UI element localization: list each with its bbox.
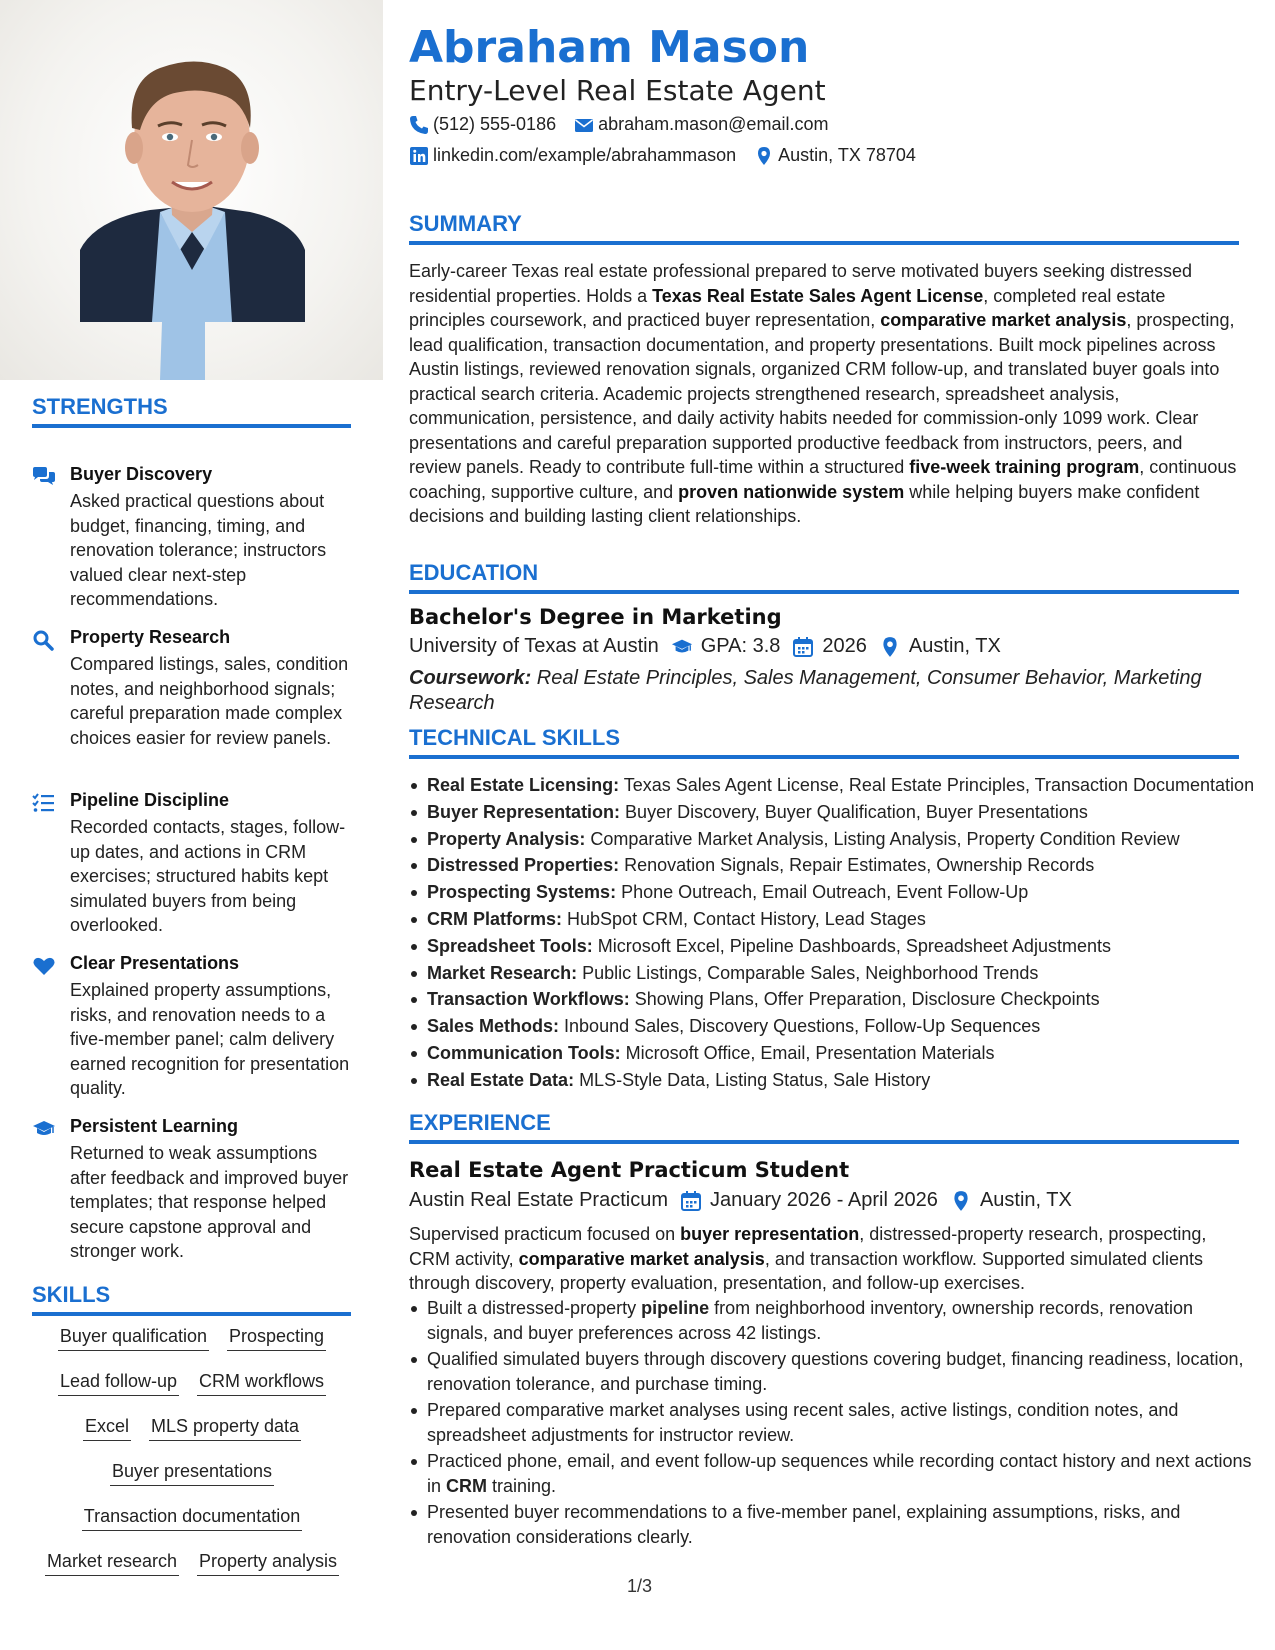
location-pin-icon bbox=[950, 1190, 972, 1212]
skill-values: Public Listings, Comparable Sales, Neighborhood Trends bbox=[577, 962, 1039, 983]
text-run: , completed real estate principles coursework, and practiced buyer representation, bbox=[409, 285, 1166, 330]
linkedin-icon bbox=[409, 146, 429, 166]
candidate-name: Abraham Mason bbox=[409, 22, 810, 73]
text-run: from neighborhood inventory, ownership records, renovation signals, and buyer preferences across 42 listings. bbox=[427, 1298, 1194, 1343]
calendar-icon bbox=[792, 636, 814, 658]
phone-number[interactable]: (512) 555-0186 bbox=[433, 114, 557, 134]
technical-skills-list bbox=[409, 773, 1257, 1095]
strength-description: Recorded contacts, stages, follow-up dates, and actions in CRM exercises; structured habits kept simulated buyers from being overlooked. bbox=[70, 817, 346, 935]
strength-title: Persistent Learning bbox=[70, 1116, 239, 1136]
text-run: , continuous coaching, supportive culture, and bbox=[409, 457, 1237, 502]
text-run: Built a distressed-property bbox=[427, 1298, 642, 1318]
technical-skill-item bbox=[427, 1068, 1257, 1093]
skill-category: Communication Tools: bbox=[427, 1042, 621, 1063]
skill-values: Renovation Signals, Repair Estimates, Ownership Records bbox=[619, 855, 1095, 876]
school-location: Austin, TX bbox=[908, 635, 1001, 657]
text-run: training. bbox=[487, 1475, 557, 1496]
technical-skill-item bbox=[427, 880, 1257, 905]
education-heading: EDUCATION bbox=[409, 560, 1239, 594]
strengths-heading: STRENGTHS bbox=[32, 394, 351, 428]
heart-icon bbox=[32, 955, 56, 977]
skill-values: Buyer Discovery, Buyer Qualification, Buyer Presentations bbox=[620, 801, 1088, 822]
phone-icon bbox=[409, 115, 429, 135]
experience-bullet bbox=[427, 1398, 1257, 1447]
bold-phrase: proven nationwide system bbox=[678, 481, 905, 502]
bold-phrase: Texas Real Estate Sales Agent License bbox=[652, 285, 984, 306]
skill-row bbox=[32, 1460, 352, 1505]
skill-values: Showing Plans, Offer Preparation, Disclosure Checkpoints bbox=[629, 989, 1100, 1010]
linkedin-link[interactable]: linkedin.com/example/abrahammason bbox=[433, 145, 737, 165]
bold-phrase: comparative market analysis bbox=[880, 310, 1127, 330]
text-run: Supervised practicum focused on bbox=[409, 1224, 681, 1244]
sidebar bbox=[0, 0, 383, 1650]
skill-row bbox=[32, 1370, 352, 1415]
text-run: Prepared comparative market analyses using recent sales, active listings, condition notes, and spreadsheet adjustments for instructor review. bbox=[427, 1400, 1179, 1445]
summary-text bbox=[409, 259, 1239, 529]
strength-title: Buyer Discovery bbox=[70, 464, 213, 484]
gpa-value: GPA: 3.8 bbox=[700, 635, 781, 657]
profile-photo bbox=[0, 0, 383, 380]
experience-dates: January 2026 - April 2026 bbox=[710, 1189, 938, 1211]
strength-description: Explained property assumptions, risks, and renovation needs to a five-member panel; calm delivery earned recognition for presentation quality. bbox=[70, 980, 350, 1098]
technical-skill-item bbox=[427, 907, 1257, 932]
skill-values: MLS-Style Data, Listing Status, Sale History bbox=[574, 1069, 931, 1090]
technical-skill-item bbox=[427, 800, 1257, 825]
skill-tag: Lead follow-up bbox=[58, 1370, 179, 1396]
contact-row bbox=[409, 145, 916, 166]
bold-phrase: five-week training program bbox=[909, 457, 1140, 477]
technical-skills-heading: TECHNICAL SKILLS bbox=[409, 725, 1239, 759]
experience-bullet bbox=[427, 1347, 1257, 1396]
strength-description: Compared listings, sales, condition notes, and neighborhood signals; careful preparation made complex choices easier for review panels. bbox=[70, 654, 349, 748]
skill-tag: MLS property data bbox=[149, 1415, 301, 1441]
technical-skill-item bbox=[427, 961, 1257, 986]
skill-category: Buyer Representation: bbox=[427, 801, 621, 822]
bold-phrase: comparative market analysis bbox=[518, 1248, 765, 1269]
skill-row bbox=[32, 1325, 352, 1370]
skill-values: Phone Outreach, Email Outreach, Event Follow-Up bbox=[616, 882, 1029, 903]
skill-values: Texas Sales Agent License, Real Estate Principles, Transaction Documentation bbox=[619, 775, 1255, 795]
technical-skill-item bbox=[427, 827, 1257, 852]
calendar-icon bbox=[680, 1190, 702, 1212]
text-run: , and transaction workflow. Supported simulated clients through discovery, property evaluation, presentation, and follow-up exercises. bbox=[409, 1248, 1204, 1293]
skills-list bbox=[32, 1325, 352, 1595]
location-text: Austin, TX 78704 bbox=[778, 145, 916, 165]
skill-values: Comparative Market Analysis, Listing Analysis, Property Condition Review bbox=[585, 828, 1180, 849]
skills-heading: SKILLS bbox=[32, 1282, 351, 1316]
organization-name: Austin Real Estate Practicum bbox=[409, 1189, 668, 1211]
chat-icon bbox=[32, 466, 56, 488]
technical-skill-item bbox=[427, 1041, 1257, 1066]
coursework-list: Real Estate Principles, Sales Management, Consumer Behavior, Marketing Research bbox=[409, 667, 1202, 714]
skill-row bbox=[32, 1550, 352, 1595]
strength-description: Returned to weak assumptions after feedback and improved buyer templates; that response helped secure capstone approval and stronger work. bbox=[70, 1143, 349, 1261]
technical-skill-item bbox=[427, 773, 1257, 798]
skill-tag: Prospecting bbox=[227, 1325, 326, 1351]
school-name: University of Texas at Austin bbox=[409, 635, 659, 657]
graduation-cap-icon bbox=[671, 636, 693, 658]
strength-description: Asked practical questions about budget, financing, timing, and renovation tolerance; instructors valued clear next-step recommendations. bbox=[70, 491, 327, 609]
skill-values: Microsoft Office, Email, Presentation Materials bbox=[620, 1042, 995, 1063]
degree-title: Bachelor's Degree in Marketing bbox=[409, 605, 782, 629]
envelope-icon bbox=[574, 115, 594, 135]
experience-meta bbox=[409, 1189, 1072, 1212]
skill-category: Prospecting Systems: bbox=[427, 882, 617, 903]
education-meta bbox=[409, 635, 1001, 658]
skill-category: Market Research: bbox=[427, 962, 578, 983]
skill-category: Real Estate Licensing: bbox=[427, 775, 620, 795]
skill-tag: Buyer qualification bbox=[58, 1325, 209, 1351]
skill-values: Inbound Sales, Discovery Questions, Follow-Up Sequences bbox=[559, 1016, 1041, 1037]
skill-category: Sales Methods: bbox=[427, 1016, 560, 1037]
technical-skill-item bbox=[427, 934, 1257, 959]
experience-bullet bbox=[427, 1449, 1257, 1498]
skill-tag: CRM workflows bbox=[197, 1370, 326, 1396]
skill-row bbox=[32, 1415, 352, 1460]
technical-skill-item bbox=[427, 853, 1257, 878]
skill-category: Spreadsheet Tools: bbox=[427, 935, 593, 956]
job-title: Entry-Level Real Estate Agent bbox=[409, 74, 826, 107]
search-icon bbox=[32, 629, 56, 651]
summary-heading: SUMMARY bbox=[409, 211, 1239, 245]
experience-bullet bbox=[427, 1296, 1257, 1345]
role-title: Real Estate Agent Practicum Student bbox=[409, 1158, 850, 1182]
experience-heading: EXPERIENCE bbox=[409, 1110, 1239, 1144]
location-pin-icon bbox=[879, 636, 901, 658]
experience-bullets bbox=[409, 1296, 1257, 1551]
skill-category: Property Analysis: bbox=[427, 828, 586, 849]
text-run: Practiced phone, email, and event follow-up sequences while recording contact history and next actions in bbox=[427, 1451, 1252, 1496]
coursework-label: Coursework: bbox=[409, 667, 532, 689]
text-run: Qualified simulated buyers through discovery questions covering budget, financing readiness, location, renovation tolerance, and purchase timing. bbox=[427, 1349, 1244, 1394]
strength-title: Property Research bbox=[70, 627, 231, 647]
text-run: Presented buyer recommendations to a five-member panel, explaining assumptions, risks, and renovation considerations clearly. bbox=[427, 1502, 1181, 1547]
skill-tag: Excel bbox=[83, 1415, 131, 1441]
bold-phrase: pipeline bbox=[641, 1298, 710, 1318]
technical-skill-item bbox=[427, 987, 1257, 1012]
experience-intro bbox=[409, 1222, 1239, 1296]
experience-bullet bbox=[427, 1500, 1257, 1549]
text-run: while helping buyers make confident decisions and building lasting client relationships. bbox=[409, 481, 1200, 526]
page-number: 1/3 bbox=[627, 1576, 653, 1596]
skill-category: Transaction Workflows: bbox=[427, 989, 630, 1010]
text-run: , prospecting, lead qualification, transaction documentation, and property presentations. Built mock pipelines across Austin listings, reviewed renovation signals, organized CRM follow-up, and translated buyer goals into practical search criteria. Academic projects strengthened research, spreadsheet analysis, communication, persistence, and daily activity habits needed for commission-only 1099 work. Clear presentations and careful preparation supported productive feedback from instructors, peers, and review panels. Ready to contribute full-time within a structured bbox=[409, 310, 1235, 477]
skill-category: CRM Platforms: bbox=[427, 908, 563, 929]
bold-phrase: CRM bbox=[446, 1475, 488, 1496]
skill-tag: Market research bbox=[45, 1550, 179, 1576]
strength-title: Pipeline Discipline bbox=[70, 790, 230, 810]
skill-values: Microsoft Excel, Pipeline Dashboards, Spreadsheet Adjustments bbox=[592, 935, 1111, 956]
graduation-cap-icon bbox=[32, 1118, 56, 1140]
skill-tag: Buyer presentations bbox=[110, 1460, 274, 1486]
bold-phrase: buyer representation bbox=[680, 1224, 860, 1244]
text-run: Early-career Texas real estate professional prepared to serve motivated buyers seeking distressed residential properties. Holds a bbox=[409, 261, 1193, 306]
experience-location: Austin, TX bbox=[979, 1189, 1072, 1211]
text-run: , distressed-property research, prospecting, CRM activity, bbox=[409, 1224, 1207, 1269]
email-link[interactable]: abraham.mason@email.com bbox=[598, 114, 829, 134]
skill-tag: Property analysis bbox=[197, 1550, 339, 1576]
location-pin-icon bbox=[754, 146, 774, 166]
skill-values: HubSpot CRM, Contact History, Lead Stages bbox=[562, 908, 926, 929]
skill-category: Distressed Properties: bbox=[427, 855, 620, 876]
coursework bbox=[409, 666, 1239, 715]
technical-skill-item bbox=[427, 1014, 1257, 1039]
contact-row bbox=[409, 114, 828, 135]
skill-row bbox=[32, 1505, 352, 1550]
checklist-icon bbox=[32, 792, 56, 814]
skill-tag: Transaction documentation bbox=[82, 1505, 302, 1531]
strength-title: Clear Presentations bbox=[70, 953, 240, 973]
graduation-year: 2026 bbox=[822, 635, 867, 657]
skill-category: Real Estate Data: bbox=[427, 1069, 575, 1090]
